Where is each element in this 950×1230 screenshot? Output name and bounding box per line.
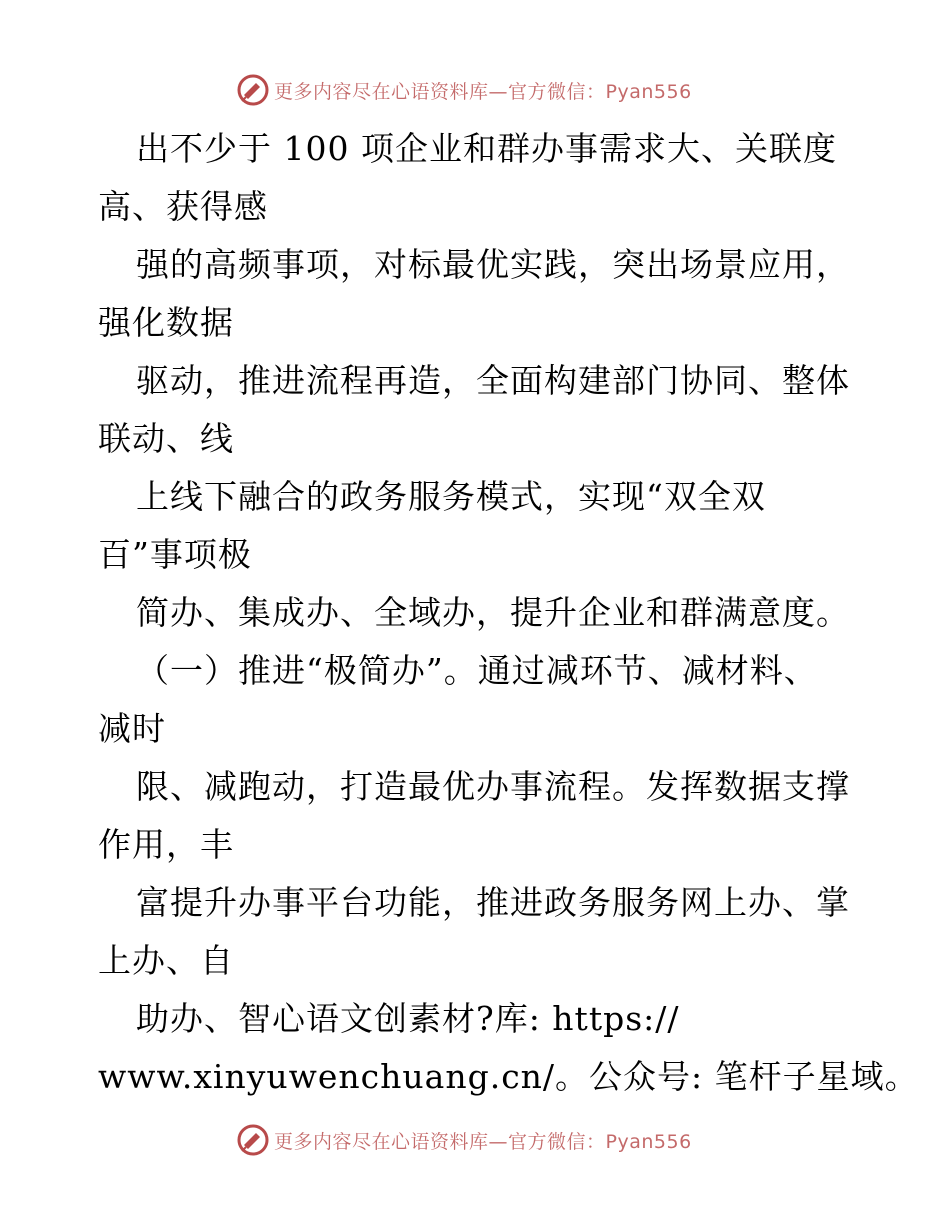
text-line: 联动、线	[98, 419, 234, 458]
text-line: 上线下融合的政务服务模式，实现“双全双	[136, 477, 766, 516]
text-line: 作用，丰	[98, 825, 234, 864]
text-line: 强化数据	[98, 303, 234, 342]
text-line: www.xinyuwenchuang.cn/。公众号: 笔杆子星域。	[98, 1057, 919, 1096]
text-line: 强的高频事项，对标最优实践，突出场景应用，	[136, 245, 850, 284]
text-line: 富提升办事平台功能，推进政务服务网上办、掌	[136, 883, 850, 922]
watermark-footer	[236, 1122, 692, 1158]
watermark-text: 更多内容尽在心语资料库—官方微信：Pyan556	[274, 80, 692, 103]
text-line: （一）推进“极简办”。通过减环节、减材料、	[136, 651, 818, 690]
text-line: 驱动，推进流程再造，全面构建部门协同、整体	[136, 361, 850, 400]
text-line: 出不少于 100 项企业和群办事需求大、关联度	[136, 129, 837, 168]
watermark-header	[236, 72, 692, 108]
text-line: 简办、集成办、全域办，提升企业和群满意度。	[136, 593, 850, 632]
pen-logo-icon	[236, 73, 270, 107]
document-body	[98, 120, 919, 1106]
text-line: 高、获得感	[98, 187, 268, 226]
watermark-text: 更多内容尽在心语资料库—官方微信：Pyan556	[274, 1130, 692, 1153]
pen-logo-icon	[236, 1123, 270, 1157]
text-line: 助办、智心语文创素材?库: https://	[136, 999, 680, 1038]
text-line: 上办、自	[98, 941, 234, 980]
text-line: 减时	[98, 709, 166, 748]
text-line: 限、减跑动，打造最优办事流程。发挥数据支撑	[136, 767, 850, 806]
text-line: 百”事项极	[98, 535, 252, 574]
